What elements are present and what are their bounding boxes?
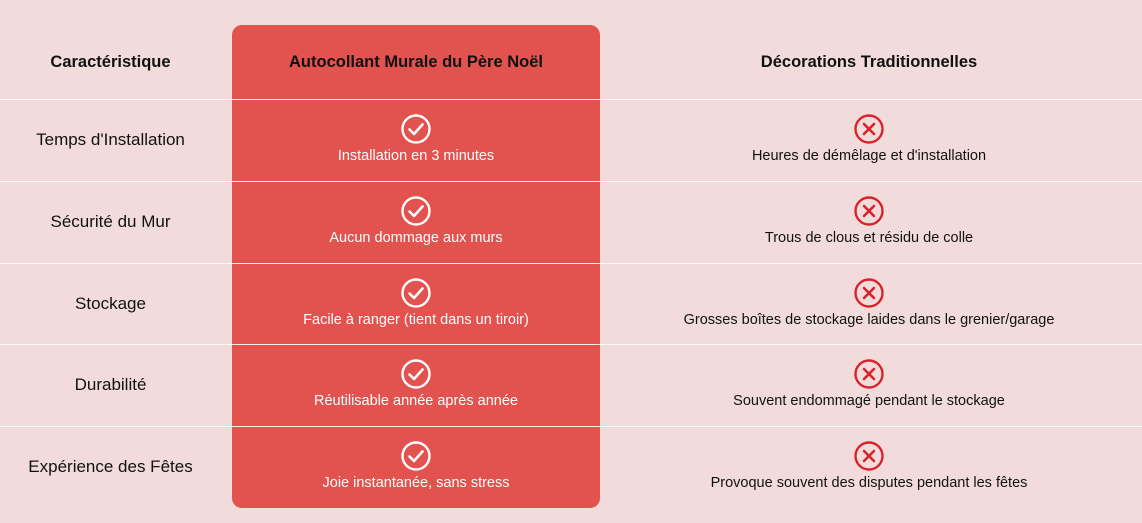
- header-ours: Autocollant Murale du Père Noël: [289, 52, 543, 71]
- ours-text: Joie instantanée, sans stress: [322, 475, 510, 491]
- traditional-text: Heures de démêlage et d'installation: [751, 148, 987, 164]
- traditional-cell: [600, 181, 1138, 263]
- table-row: [0, 99, 1142, 181]
- row-label: Temps d'Installation: [36, 130, 185, 149]
- ours-text: Aucun dommage aux murs: [329, 230, 503, 246]
- x-circle-icon: [853, 440, 885, 472]
- table-row: [0, 344, 1142, 426]
- row-label: Stockage: [75, 294, 146, 313]
- check-circle-icon: [400, 358, 432, 390]
- row-label: Sécurité du Mur: [50, 212, 171, 231]
- ours-cell: [232, 426, 600, 508]
- check-circle-icon: [400, 440, 432, 472]
- traditional-cell: [600, 426, 1138, 508]
- ours-cell: [232, 263, 600, 345]
- traditional-text: Souvent endommagé pendant le stockage: [733, 393, 1005, 409]
- table-row: [0, 263, 1142, 345]
- header-feature: Caractéristique: [50, 52, 171, 71]
- x-circle-icon: [853, 358, 885, 390]
- traditional-cell: [600, 263, 1138, 345]
- x-circle-icon: [853, 277, 885, 309]
- check-circle-icon: [400, 277, 432, 309]
- x-circle-icon: [853, 195, 885, 227]
- ours-cell: [232, 99, 600, 181]
- row-label: Expérience des Fêtes: [28, 457, 193, 476]
- ours-text: Facile à ranger (tient dans un tiroir): [303, 312, 529, 328]
- ours-cell: [232, 181, 600, 263]
- check-circle-icon: [400, 195, 432, 227]
- traditional-text: Provoque souvent des disputes pendant les fêtes: [710, 475, 1028, 491]
- traditional-cell: [600, 99, 1138, 181]
- check-circle-icon: [400, 113, 432, 145]
- row-label: Durabilité: [74, 375, 147, 394]
- traditional-cell: [600, 344, 1138, 426]
- x-circle-icon: [853, 113, 885, 145]
- traditional-text: Trous de clous et résidu de colle: [764, 230, 974, 246]
- header-traditional: Décorations Traditionnelles: [760, 52, 978, 71]
- traditional-text: Grosses boîtes de stockage laides dans le grenier/garage: [683, 312, 1055, 328]
- table-row: [0, 426, 1142, 508]
- table-row: [0, 181, 1142, 263]
- ours-cell: [232, 344, 600, 426]
- ours-text: Réutilisable année après année: [314, 393, 518, 409]
- ours-text: Installation en 3 minutes: [337, 148, 495, 164]
